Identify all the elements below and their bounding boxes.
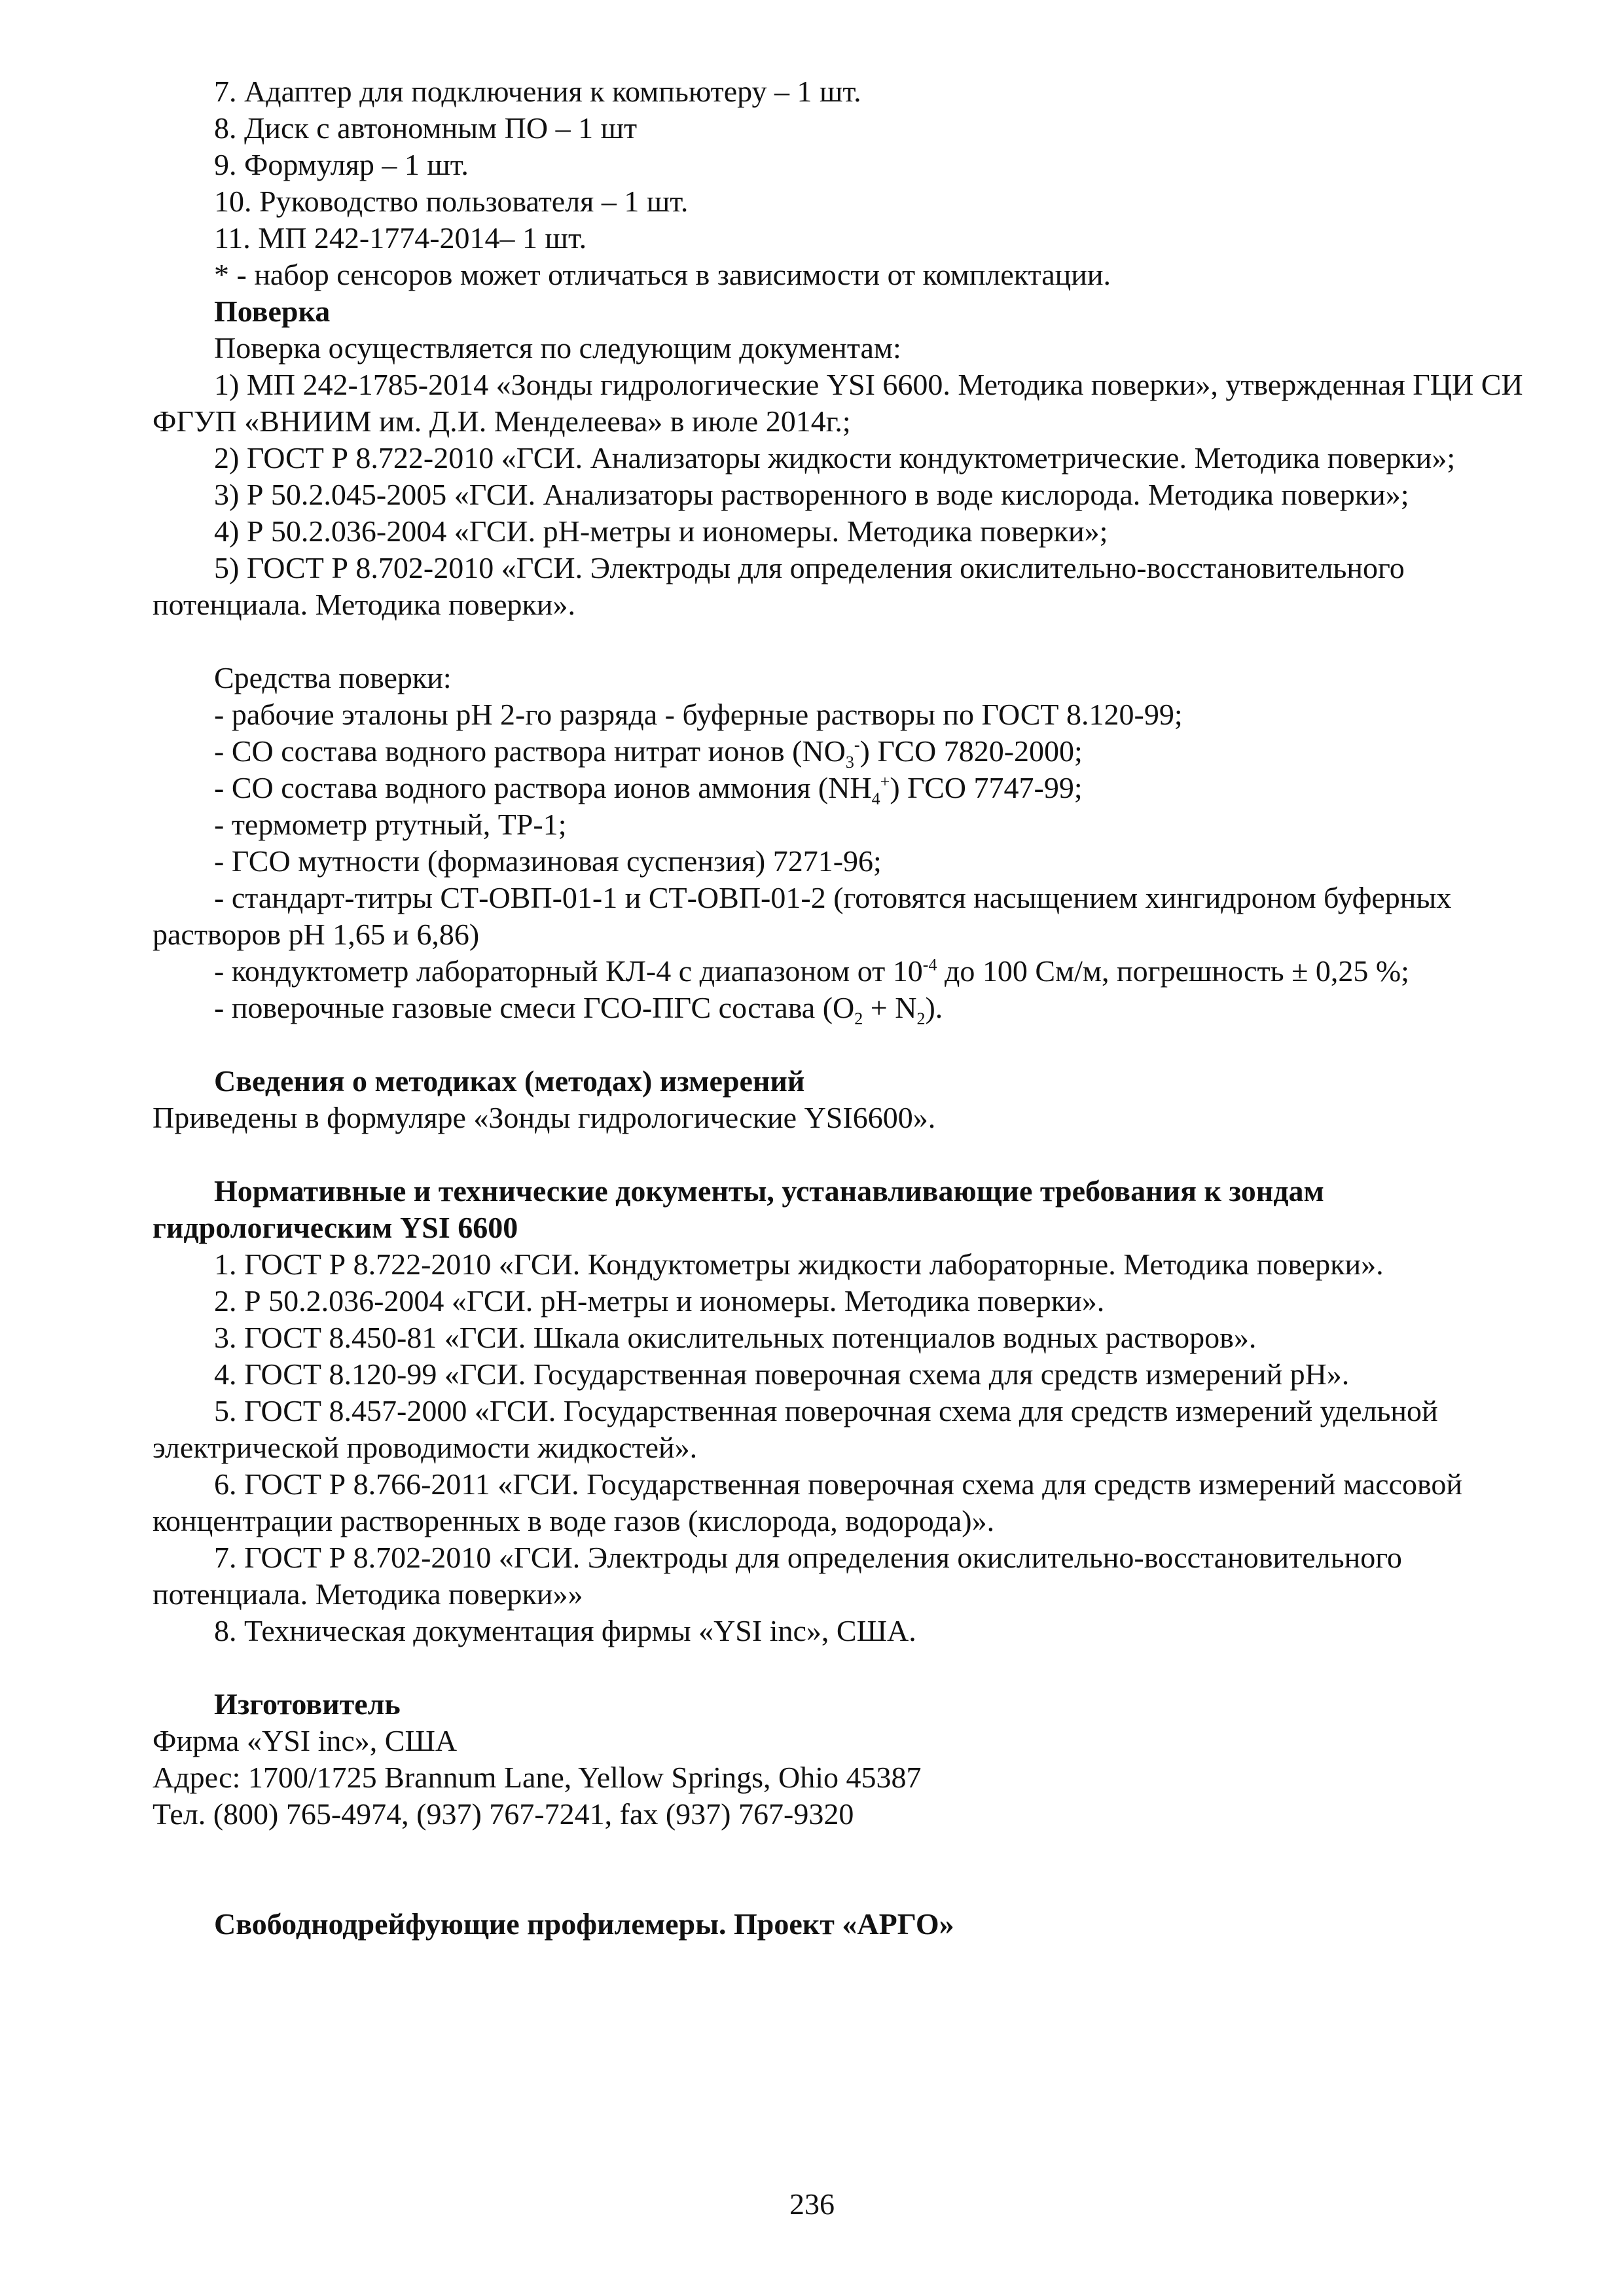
normative-item: 5. ГОСТ 8.457-2000 «ГСИ. Государственная поверочная схема для средств измерений удельной электрической проводимости жидкостей».: [153, 1394, 1438, 1464]
text-run: - поверочные газовые смеси ГСО-ПГС состава (O: [214, 991, 855, 1024]
footnote: * - набор сенсоров может отличаться в зависимости от комплектации.: [214, 258, 1111, 291]
spacer: [153, 1026, 1538, 1063]
verification-means-item: [153, 953, 1538, 990]
spacer: [153, 1833, 1538, 1906]
manufacturer-name: Фирма «YSI inc», США: [153, 1724, 458, 1757]
verification-means-item: - рабочие эталоны pH 2-го разряда - буферные растворы по ГОСТ 8.120-99;: [214, 698, 1183, 731]
verification-means-item: - стандарт-титры СТ-ОВП-01-1 и СТ-ОВП-01-2 (готовятся насыщением хингидроном буферных растворов pH 1,65 и 6,86): [153, 881, 1452, 951]
normative-item: 7. ГОСТ Р 8.702-2010 «ГСИ. Электроды для определения окислительно-восстановительного потенциала. Методика поверки»»: [153, 1541, 1402, 1611]
superscript: -4: [922, 955, 937, 975]
list-item: 7. Адаптер для подключения к компьютеру – 1 шт.: [214, 75, 861, 108]
section-heading-normative: Нормативные и технические документы, устанавливающие требования к зондам гидрологическим YSI 6600: [153, 1174, 1324, 1244]
verification-doc: 3) Р 50.2.045-2005 «ГСИ. Анализаторы растворенного в воде кислорода. Методика поверки»;: [214, 478, 1409, 511]
verification-intro: Поверка осуществляется по следующим документам:: [214, 331, 901, 365]
text-run: + N: [863, 991, 917, 1024]
verification-means-item: - ГСО мутности (формазиновая суспензия) 7271-96;: [214, 844, 882, 878]
verification-means-title: Средства поверки:: [214, 661, 452, 694]
text-run: до 100 См/м, погрешность ± 0,25 %;: [937, 954, 1409, 988]
superscript: +: [880, 772, 890, 791]
verification-means-item: [153, 990, 1538, 1029]
spacer: [153, 1136, 1538, 1173]
superscript: -: [854, 735, 860, 755]
normative-item: 2. Р 50.2.036-2004 «ГСИ. pH-метры и иономеры. Методика поверки».: [214, 1284, 1105, 1318]
spacer: [153, 623, 1538, 660]
manufacturer-phone: Тел. (800) 765-4974, (937) 767-7241, fax (937) 767-9320: [153, 1797, 854, 1831]
spacer: [153, 1649, 1538, 1686]
normative-item: 3. ГОСТ 8.450-81 «ГСИ. Шкала окислительных потенциалов водных растворов».: [214, 1321, 1257, 1354]
text-run: - СО состава водного раствора нитрат ионов (NO: [214, 734, 846, 768]
normative-item: 6. ГОСТ Р 8.766-2011 «ГСИ. Государственная поверочная схема для средств измерений массовой концентрации растворенных в воде газов (кислорода, водорода)».: [153, 1467, 1463, 1537]
subscript: 2: [916, 1009, 926, 1029]
verification-means-item: [153, 733, 1538, 770]
document-page: [153, 73, 1538, 1943]
subscript: 3: [845, 753, 854, 772]
list-item: 9. Формуляр – 1 шт.: [214, 148, 469, 181]
normative-item: 8. Техническая документация фирмы «YSI inc», США.: [214, 1614, 916, 1647]
subscript: 4: [871, 789, 880, 809]
verification-doc: 1) МП 242-1785-2014 «Зонды гидрологические YSI 6600. Методика поверки», утвержденная ГЦИ СИ ФГУП «ВНИИМ им. Д.И. Менделеева» в июле 2014г.;: [153, 368, 1523, 438]
normative-item: 1. ГОСТ Р 8.722-2010 «ГСИ. Кондуктометры жидкости лабораторные. Методика поверки».: [214, 1247, 1384, 1281]
section-heading-manufacturer: Изготовитель: [214, 1687, 401, 1721]
verification-doc: 2) ГОСТ Р 8.722-2010 «ГСИ. Анализаторы жидкости кондуктометрические. Методика поверки»;: [214, 441, 1456, 475]
text-run: ) ГСО 7747-99;: [890, 771, 1083, 804]
section-heading-methods: Сведения о методиках (методах) измерений: [214, 1064, 805, 1098]
verification-doc: 5) ГОСТ Р 8.702-2010 «ГСИ. Электроды для определения окислительно-восстановительного потенциала. Методика поверки».: [153, 551, 1405, 621]
subscript: 2: [854, 1009, 863, 1029]
verification-means-item: [153, 770, 1538, 809]
verification-means-item: - термометр ртутный, ТР-1;: [214, 808, 567, 841]
list-item: 8. Диск с автономным ПО – 1 шт: [214, 111, 638, 145]
manufacturer-address: Адрес: 1700/1725 Brannum Lane, Yellow Springs, Ohio 45387: [153, 1761, 922, 1794]
text-run: ).: [925, 991, 943, 1024]
next-section-title: Свободнодрейфующие профилемеры. Проект «АРГО»: [214, 1907, 954, 1941]
list-item: 10. Руководство пользователя – 1 шт.: [214, 185, 689, 218]
methods-text: Приведены в формуляре «Зонды гидрологические YSI6600».: [153, 1101, 936, 1134]
normative-item: 4. ГОСТ 8.120-99 «ГСИ. Государственная поверочная схема для средств измерений pH».: [214, 1357, 1350, 1391]
page-number: 236: [789, 2187, 835, 2221]
section-heading-verification: Поверка: [214, 295, 331, 328]
text-run: - кондуктометр лабораторный КЛ-4 с диапазоном от 10: [214, 954, 923, 988]
list-item: 11. МП 242-1774-2014– 1 шт.: [214, 221, 587, 255]
verification-doc: 4) Р 50.2.036-2004 «ГСИ. pH-метры и иономеры. Методика поверки»;: [214, 514, 1108, 548]
text-run: - СО состава водного раствора ионов аммония (NH: [214, 771, 872, 804]
text-run: ) ГСО 7820-2000;: [859, 734, 1083, 768]
